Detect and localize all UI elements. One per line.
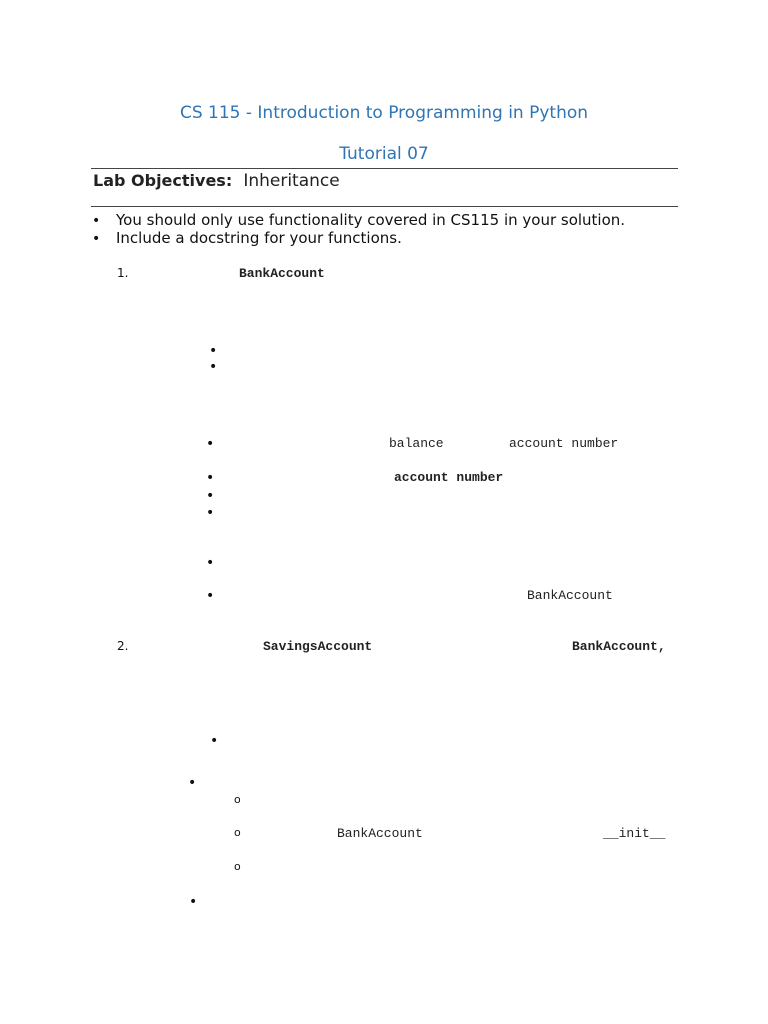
sub-bullet-icon: o [234, 793, 241, 806]
attr-balance: balance [389, 436, 444, 451]
bold-account-number: account number [394, 470, 504, 485]
bullet-icon: • [206, 505, 215, 521]
attr-account-number: account number [509, 436, 619, 451]
bullet-icon: • [209, 359, 218, 375]
bullet-icon: • [188, 775, 197, 791]
rule-text-1: You should only use functionality covered in CS115 in your solution. [116, 211, 626, 229]
bullet-icon: • [206, 488, 215, 504]
bullet-icon: • [209, 343, 218, 359]
bullet-icon: • [206, 588, 215, 604]
top-divider [91, 168, 678, 169]
question-1-class-name: BankAccount [239, 266, 325, 281]
question-2-class-name: SavingsAccount [263, 639, 373, 654]
bullet-icon: • [210, 733, 219, 749]
sub-bullet-icon: o [234, 826, 241, 839]
bullet-icon: • [206, 555, 215, 571]
bullet-icon: • [92, 213, 101, 229]
question-1-number: 1. [117, 266, 129, 280]
sub-bank-account: BankAccount [337, 826, 423, 841]
bank-account-ref: BankAccount [527, 588, 613, 603]
objectives-row [93, 171, 340, 191]
bullet-icon: • [206, 436, 215, 452]
objectives-divider [91, 206, 678, 207]
course-title: CS 115 - Introduction to Programming in Python [179, 103, 589, 123]
rule-item-2 [92, 229, 402, 247]
bullet-icon: • [206, 470, 215, 486]
objectives-value: Inheritance [243, 171, 340, 191]
bullet-icon: • [189, 894, 198, 910]
bullet-icon: • [92, 231, 101, 247]
sub-bullet-icon: o [234, 860, 241, 873]
init-method: __init__ [603, 826, 666, 841]
question-2-parent-ref: BankAccount, [572, 639, 666, 654]
objectives-label: Lab Objectives: [93, 171, 233, 190]
tutorial-title: Tutorial 07 [339, 144, 429, 164]
question-2-number: 2. [117, 639, 129, 653]
rule-text-2: Include a docstring for your functions. [116, 229, 402, 247]
rule-item-1 [92, 211, 625, 229]
